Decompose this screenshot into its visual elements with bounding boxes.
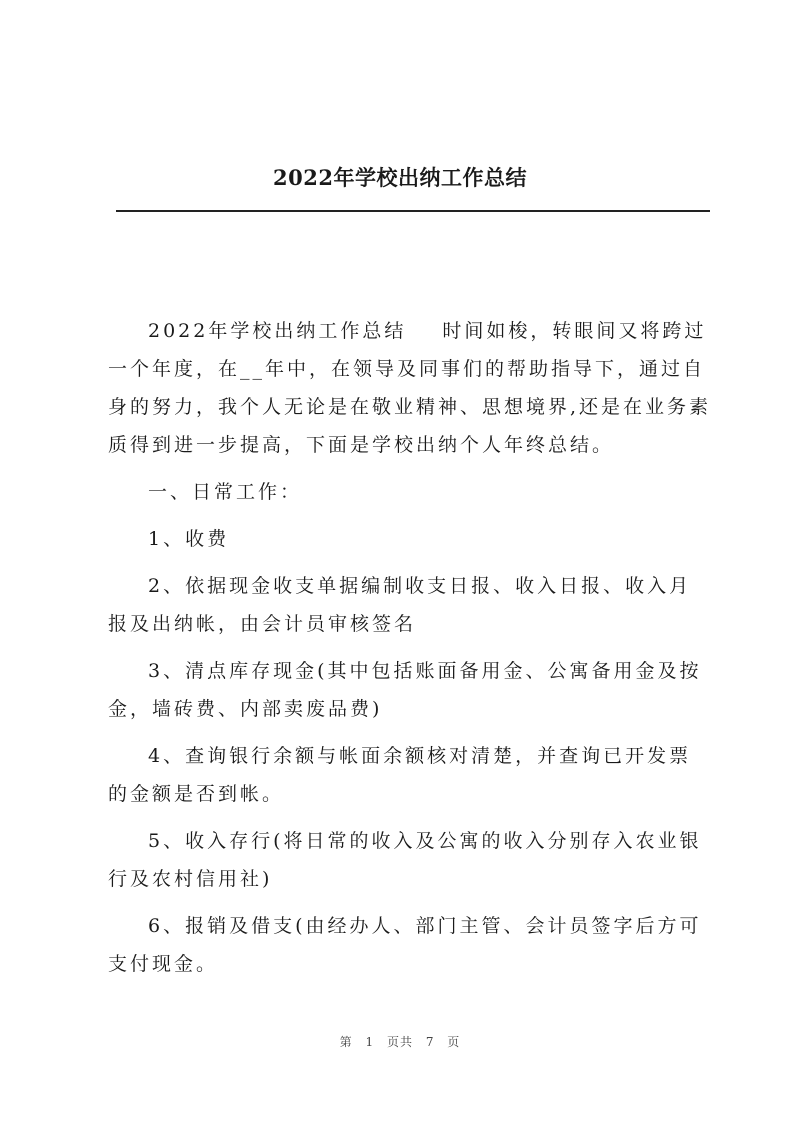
document-title: 2022年学校出纳工作总结 (273, 165, 527, 190)
footer-of-label: 页共 (386, 1035, 413, 1049)
list-item: 1、收费 (148, 528, 230, 550)
list-item: 3、清点库存现金(其中包括账面备用金、公寓备用金及按金，墙砖费、内部卖废品费) (108, 660, 702, 720)
list-item: 6、报销及借支(由经办人、部门主管、会计员签字后方可支付现金。 (108, 915, 702, 975)
footer-page-number: 1 (365, 1035, 375, 1049)
list-item: 5、收入存行(将日常的收入及公寓的收入分别存入农业银行及农村信用社) (108, 830, 702, 890)
intro-heading: 2022年学校出纳工作总结 (148, 320, 407, 342)
list-item: 4、查询银行余额与帐面余额核对清楚，并查询已开发票的金额是否到帐。 (108, 745, 692, 805)
section-heading: 一、日常工作： (148, 481, 303, 503)
title-underline (116, 210, 710, 212)
footer-total-pages: 7 (425, 1035, 435, 1049)
page-footer (0, 1033, 800, 1050)
footer-page-label: 第 (339, 1035, 353, 1049)
footer-pages-suffix: 页 (447, 1035, 461, 1049)
list-item: 2、依据现金收支单据编制收支日报、收入日报、收入月报及出纳帐，由会计员审核签名 (108, 575, 692, 635)
intro-text: 时间如梭，转眼间又将跨过一个年度，在__年中，在领导及同事们的帮助指导下，通过自身的努力，我个人无论是在敬业精神、思想境界,还是在业务素质得到进一步提高，下面是学校出纳个人年终总结。 (108, 320, 712, 456)
document-body (108, 312, 712, 983)
intro-paragraph (108, 312, 712, 464)
